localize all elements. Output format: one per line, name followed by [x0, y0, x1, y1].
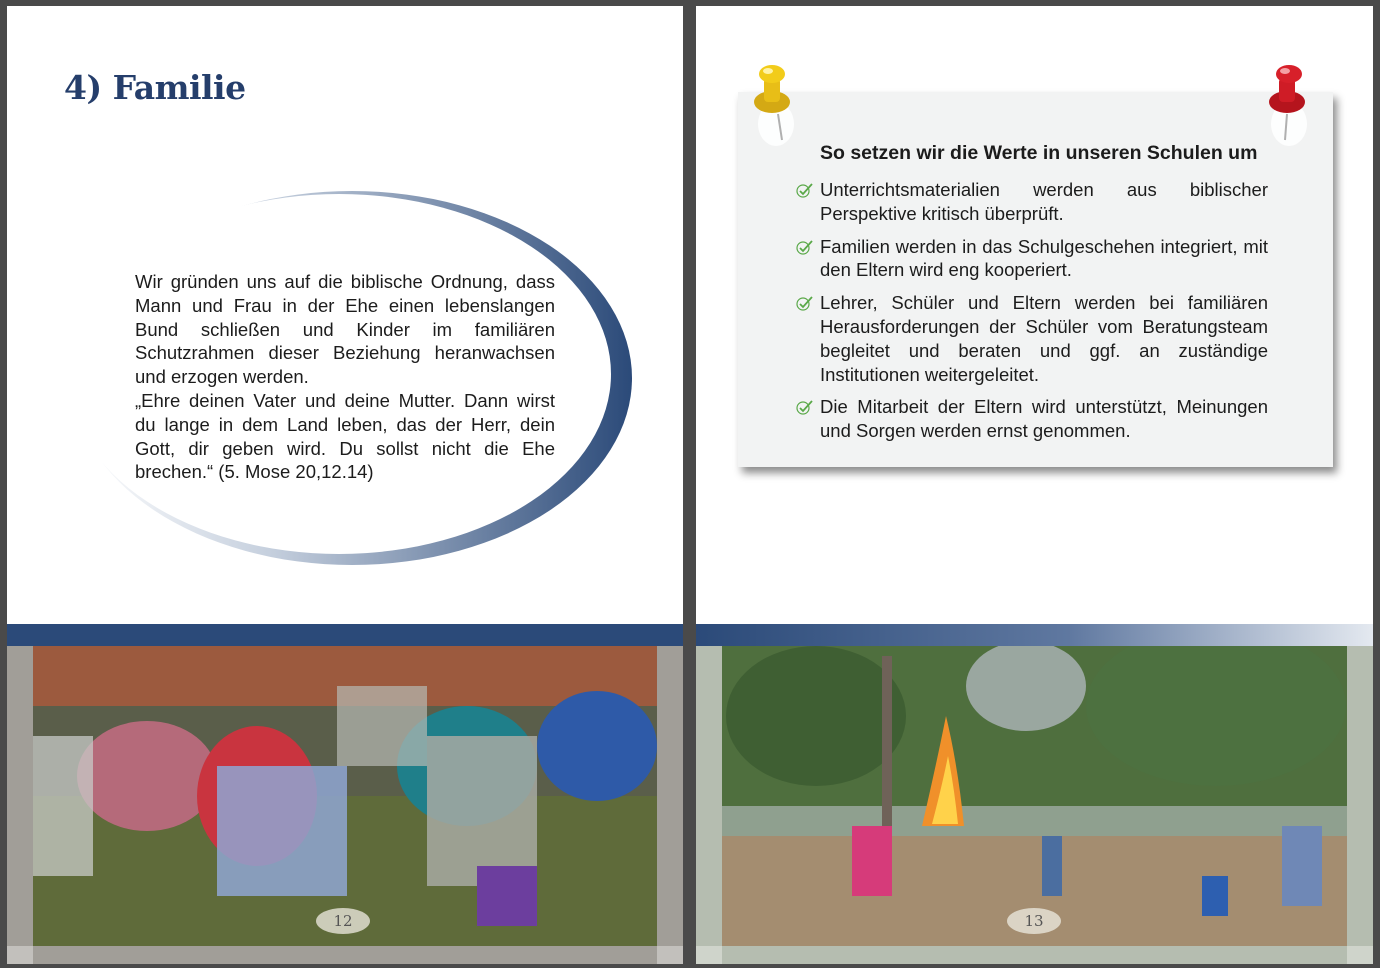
list-item: [796, 395, 1268, 443]
left-page: [7, 6, 683, 964]
list-item-text: Die Mitarbeit der Eltern wird unterstützt, Meinungen und Sorgen werden ernst genommen.: [820, 396, 1268, 442]
list-item-text: Lehrer, Schüler und Eltern werden bei familiären Herausforderungen der Schüler vom Beratungsteam begleitet und beraten und ggf. an zuständige Institutionen weitergeleitet.: [820, 292, 1268, 385]
blue-band: [7, 624, 683, 646]
checkmark-icon: [796, 295, 814, 311]
list-item-text: Unterrichtsmaterialien werden aus biblischer Perspektive kritisch überprüft.: [820, 179, 1268, 224]
list-item: [796, 291, 1268, 386]
page-number: 13: [1007, 908, 1061, 934]
checkmark-icon: [796, 399, 814, 415]
bible-quote: „Ehre deinen Vater und deine Mutter. Dann wirst du lange in dem Land leben, das der Herr, dein Gott, dir geben wird. Du sollst nicht die Ehe brechen.“ (5. Mose 20,12.14): [135, 389, 555, 483]
measures-list: [796, 178, 1268, 452]
page-number: 12: [316, 908, 370, 934]
list-item: [796, 178, 1268, 226]
yellow-pushpin-icon: [748, 62, 800, 157]
blue-gradient-band: [696, 624, 1373, 646]
bonfire-photo: [696, 646, 1373, 964]
right-page: [696, 6, 1373, 964]
quote-block: [135, 270, 555, 484]
red-pushpin-icon: [1263, 62, 1315, 157]
list-item: [796, 235, 1268, 283]
value-statement: Wir gründen uns auf die biblische Ordnung, dass Mann und Frau in der Ehe einen lebenslangen Bund schließen und Kinder im familiären Schutzrahmen dieser Beziehung heranwachsen und erzogen werden.: [135, 271, 555, 388]
checkmark-icon: [796, 182, 814, 198]
family-gathering-photo: [7, 646, 683, 964]
card-title: So setzen wir die Werte in unseren Schulen um: [820, 142, 1258, 164]
checkmark-icon: [796, 239, 814, 255]
section-heading: 4) Familie: [64, 68, 246, 107]
list-item-text: Familien werden in das Schulgeschehen integriert, mit den Eltern wird eng kooperiert.: [820, 235, 1268, 281]
